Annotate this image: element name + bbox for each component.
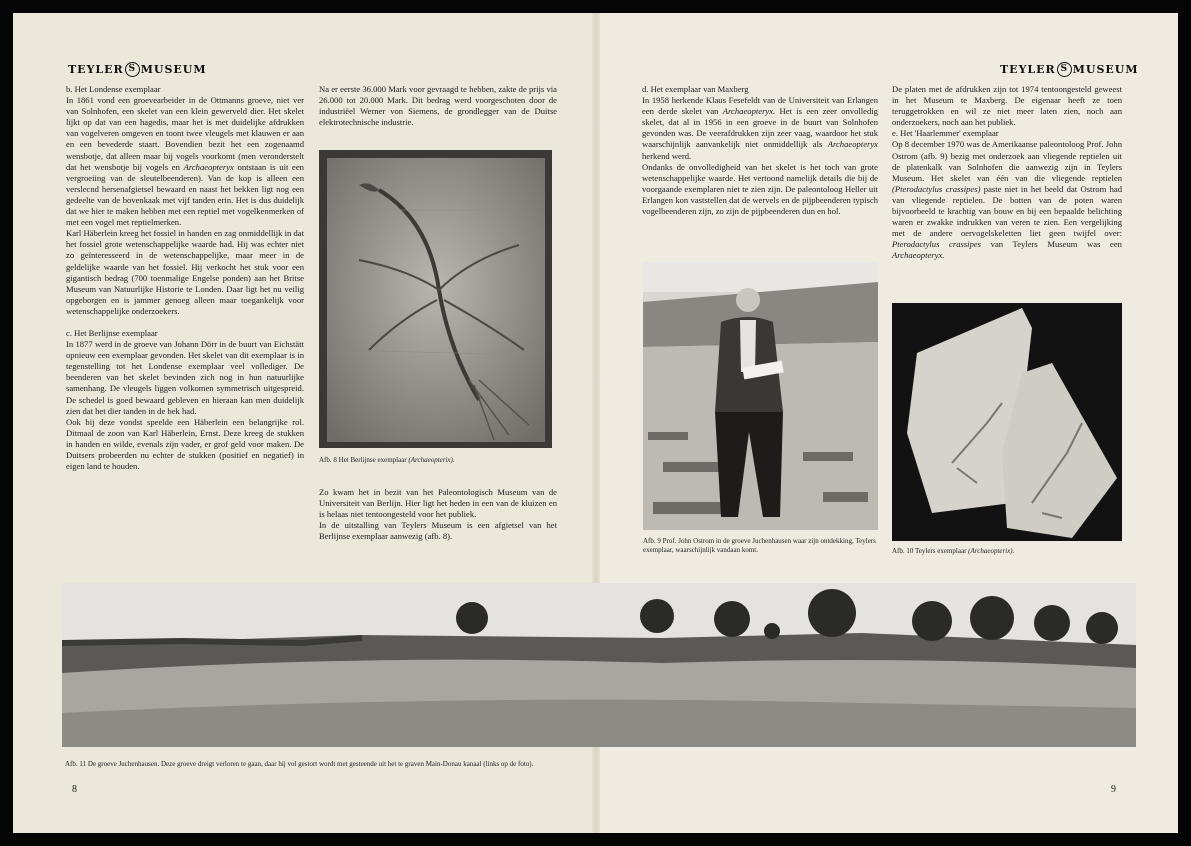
- logo-word-right: MUSEUM: [140, 63, 207, 76]
- section-heading-londen: b. Het Londense exemplaar: [66, 84, 161, 94]
- teylers-fossil-image: [892, 303, 1122, 541]
- paragraph: Karl Häberlein kreeg het fossiel in handen en zag onmiddellijk in dat het fossiel grote wetenschappelijke waarde had. Hij was echter niet zo geïnteresseerd in de wetenschappelijke, maar meer in de geldelijke waarde van het fossiel. Hij verkocht het stuk voor een gigantisch bedrag (700 toenmalige Engelse ponden) aan het Britse Museum van Natuurlijke Historie te Londen. Daar ligt het nu veilig opgeborgen en is jammer genoeg alleen maar toegankelijk voor wetenschappelijke onderzoekers.: [66, 228, 304, 316]
- paragraph: In 1877 werd in de groeve van Johann Dörr in de buurt van Eichstätt opnieuw een exemplaar gevonden. Het skelet van dit exemplaar is in tegenstelling tot het Londense exemplaar veel vollediger. De beenderen van het skelet bevinden zich nog in hun natuurlijke samenhang. De vleugels liggen volkomen symmetrisch uitgespreid. De schedel is goed bewaard gebleven en hieraan kan men duidelijk zien dat het dier tanden in de bek had.: [66, 339, 304, 416]
- page-number-right: 9: [1111, 784, 1116, 795]
- section-heading-haarlem: e. Het 'Haarlemmer' exemplaar: [892, 128, 999, 139]
- paragraph: Na er eerste 36.000 Mark voor gevraagd te hebben, zakte de prijs via 26.000 tot 20.000 Mark. Dit bedrag werd voorgeschoten door de industriëel Werner von Siemens, de grondlegger van de Duitse elektrotechnische industrie.: [319, 84, 557, 128]
- left-column-2: [319, 84, 557, 128]
- figure-9-caption: Afb. 9 Prof. John Ostrom in de groeve Juchenhausen waar zijn ontdekking, Teylers exemplaar, waarschijnlijk vandaan komt.: [643, 537, 876, 554]
- paragraph: Op 8 december 1970 was de Amerikaanse paleontoloog Prof. John Ostrom (afb. 9) bezig met onderzoek aan vliegende reptielen uit de platenkalk van Solnhofen die aanwezig zijn in Teylers Museum. Het skelet van één van die vliegende reptielen (Pterodactylus crassipes) paste niet in het beeld dat Ostrom had van vliegende reptielen. De botten van de poten waren bijvoorbeeld te krachtig van bouw en bij een bepaalde belichting waren er zwakke indrukken van veren te zien. Een vergelijking met de andere oervogelskeletten liet geen twijfel over: Pterodactylus crassipes van Teylers Museum was een Archaeopteryx.: [892, 139, 1122, 261]
- ostrom-photo: [643, 262, 878, 530]
- museum-logo-right: [1000, 62, 1139, 77]
- page-number-left: 8: [72, 784, 77, 795]
- paragraph: Ondanks de onvolledigheid van het skelet is het toch van grote wetenschappelijke waarde. Het vertoond namelijk details die bij de voorgaande exemplaren niet te zien zijn. De paleontoloog Heller uit Erlangen kon vaststellen dat de wervels en de pijpbeenderen typisch vogelbeenderen zijn, zo zijn de pijpbeenderen dun en hol.: [642, 161, 878, 217]
- paragraph: In de uitstalling van Teylers Museum is een afgietsel van het Berlijnse exemplaar aanwezig (afb. 8).: [319, 520, 557, 542]
- figure-11-caption: Afb. 11 De groeve Juchenhausen. Deze groeve dreigt verloren te gaan, daar hij vol gestort wordt met gesteende uit het te graven Main-Donau kanaal (links op de foto).: [65, 760, 534, 768]
- museum-logo-left: [68, 62, 207, 77]
- paragraph: De platen met de afdrukken zijn tot 1974 tentoongesteld geweest in het Museum te Maxberg. De eigenaar heeft ze toen teruggetrokken en wil ze niet meer laten zien, noch aan onderzoekers, noch aan het publiek.: [892, 84, 1122, 128]
- museum-emblem-icon: S: [125, 62, 140, 77]
- panorama-image: [62, 583, 1136, 747]
- fossil-photo-teylers: [892, 303, 1122, 541]
- museum-emblem-icon: S: [1057, 62, 1072, 77]
- paragraph: Zo kwam het in bezit van het Paleontologisch Museum van de Universiteit van Berlijn. Hier ligt het heden in een van de kluizen en is helaas niet tentoongesteld voor het publiek.: [319, 487, 557, 520]
- right-column-2: [892, 84, 1122, 262]
- quarry-man-image: [643, 262, 878, 530]
- left-column-1: [66, 84, 304, 472]
- logo-word-left: TEYLER: [68, 63, 124, 76]
- quarry-panorama-photo: [62, 583, 1136, 747]
- section-heading-berlijn: c. Het Berlijnse exemplaar: [66, 327, 158, 338]
- left-column-2-bottom: [319, 487, 557, 542]
- section-heading-maxberg: d. Het exemplaar van Maxberg: [642, 84, 749, 94]
- figure-10-caption: Afb. 10 Teylers exemplaar (Archaeopterix).: [892, 547, 1015, 555]
- logo-word-left: TEYLER: [1000, 63, 1056, 76]
- paragraph: Ook bij deze vondst speelde een Häberlein een belangrijke rol. Ditmaal de zoon van Karl Häberlein, Ernst. Deze kreeg de stukken in handen en wilde, evenals zijn vader, er grof geld voor maken. De Duitsers probeerden nu echter de stukken (positief en negatief) in eigen land te houden.: [66, 416, 304, 472]
- figure-8-caption: Afb. 8 Het Berlijnse exemplaar (Archaeopterix).: [319, 456, 455, 464]
- fossil-photo-berlin: [319, 150, 552, 448]
- paragraph: In 1861 vond een groevearbeider in de Ottmanns groeve, niet ver van Solnhofen, een skelet van een klein gewerveld dier. Het skelet lijkt op dat van een hagedis, maar het is met duidelijke afdrukken van vogelveren omgeven en toont twee vleugels met klauwen er aan en een bevederde staart. Bovendien bezit het een zogenaamd wensbotje, dat alleen maar bij vogels voorkomt (men veronderstelt dat het wensbotje bij vogels en Archaeopteryx ontstaan is uit een vergroeiing van de sleutelbeenderen). Van de kop is alleen een verslecnd hersenafgietsel bewaard en naast het bekken ligt nog een gedeelte van de bovenkaak met vijf tanden erin. Het is dus duidelijk dat we hier te maken hebben met een reptiel met vogelkenmerken of met een vogel met reptielmerken.: [66, 95, 304, 228]
- logo-word-right: MUSEUM: [1072, 63, 1139, 76]
- fossil-image: [319, 150, 552, 448]
- paragraph: In 1958 herkende Klaus Fesefeldt van de Universiteit van Erlangen een derde skelet van Archaeopteryx. Het is een zeer onvolledig skelet, dat al in 1956 in een groeve in de buurt van Solnhofen gevonden was. De veerafdrukken zijn zeer vaag, waardoor het stuk waarschijnlijk aanvankelijk niet onmiddellijk als Archaeopteryx herkend werd.: [642, 95, 878, 161]
- right-column-1: [642, 84, 878, 217]
